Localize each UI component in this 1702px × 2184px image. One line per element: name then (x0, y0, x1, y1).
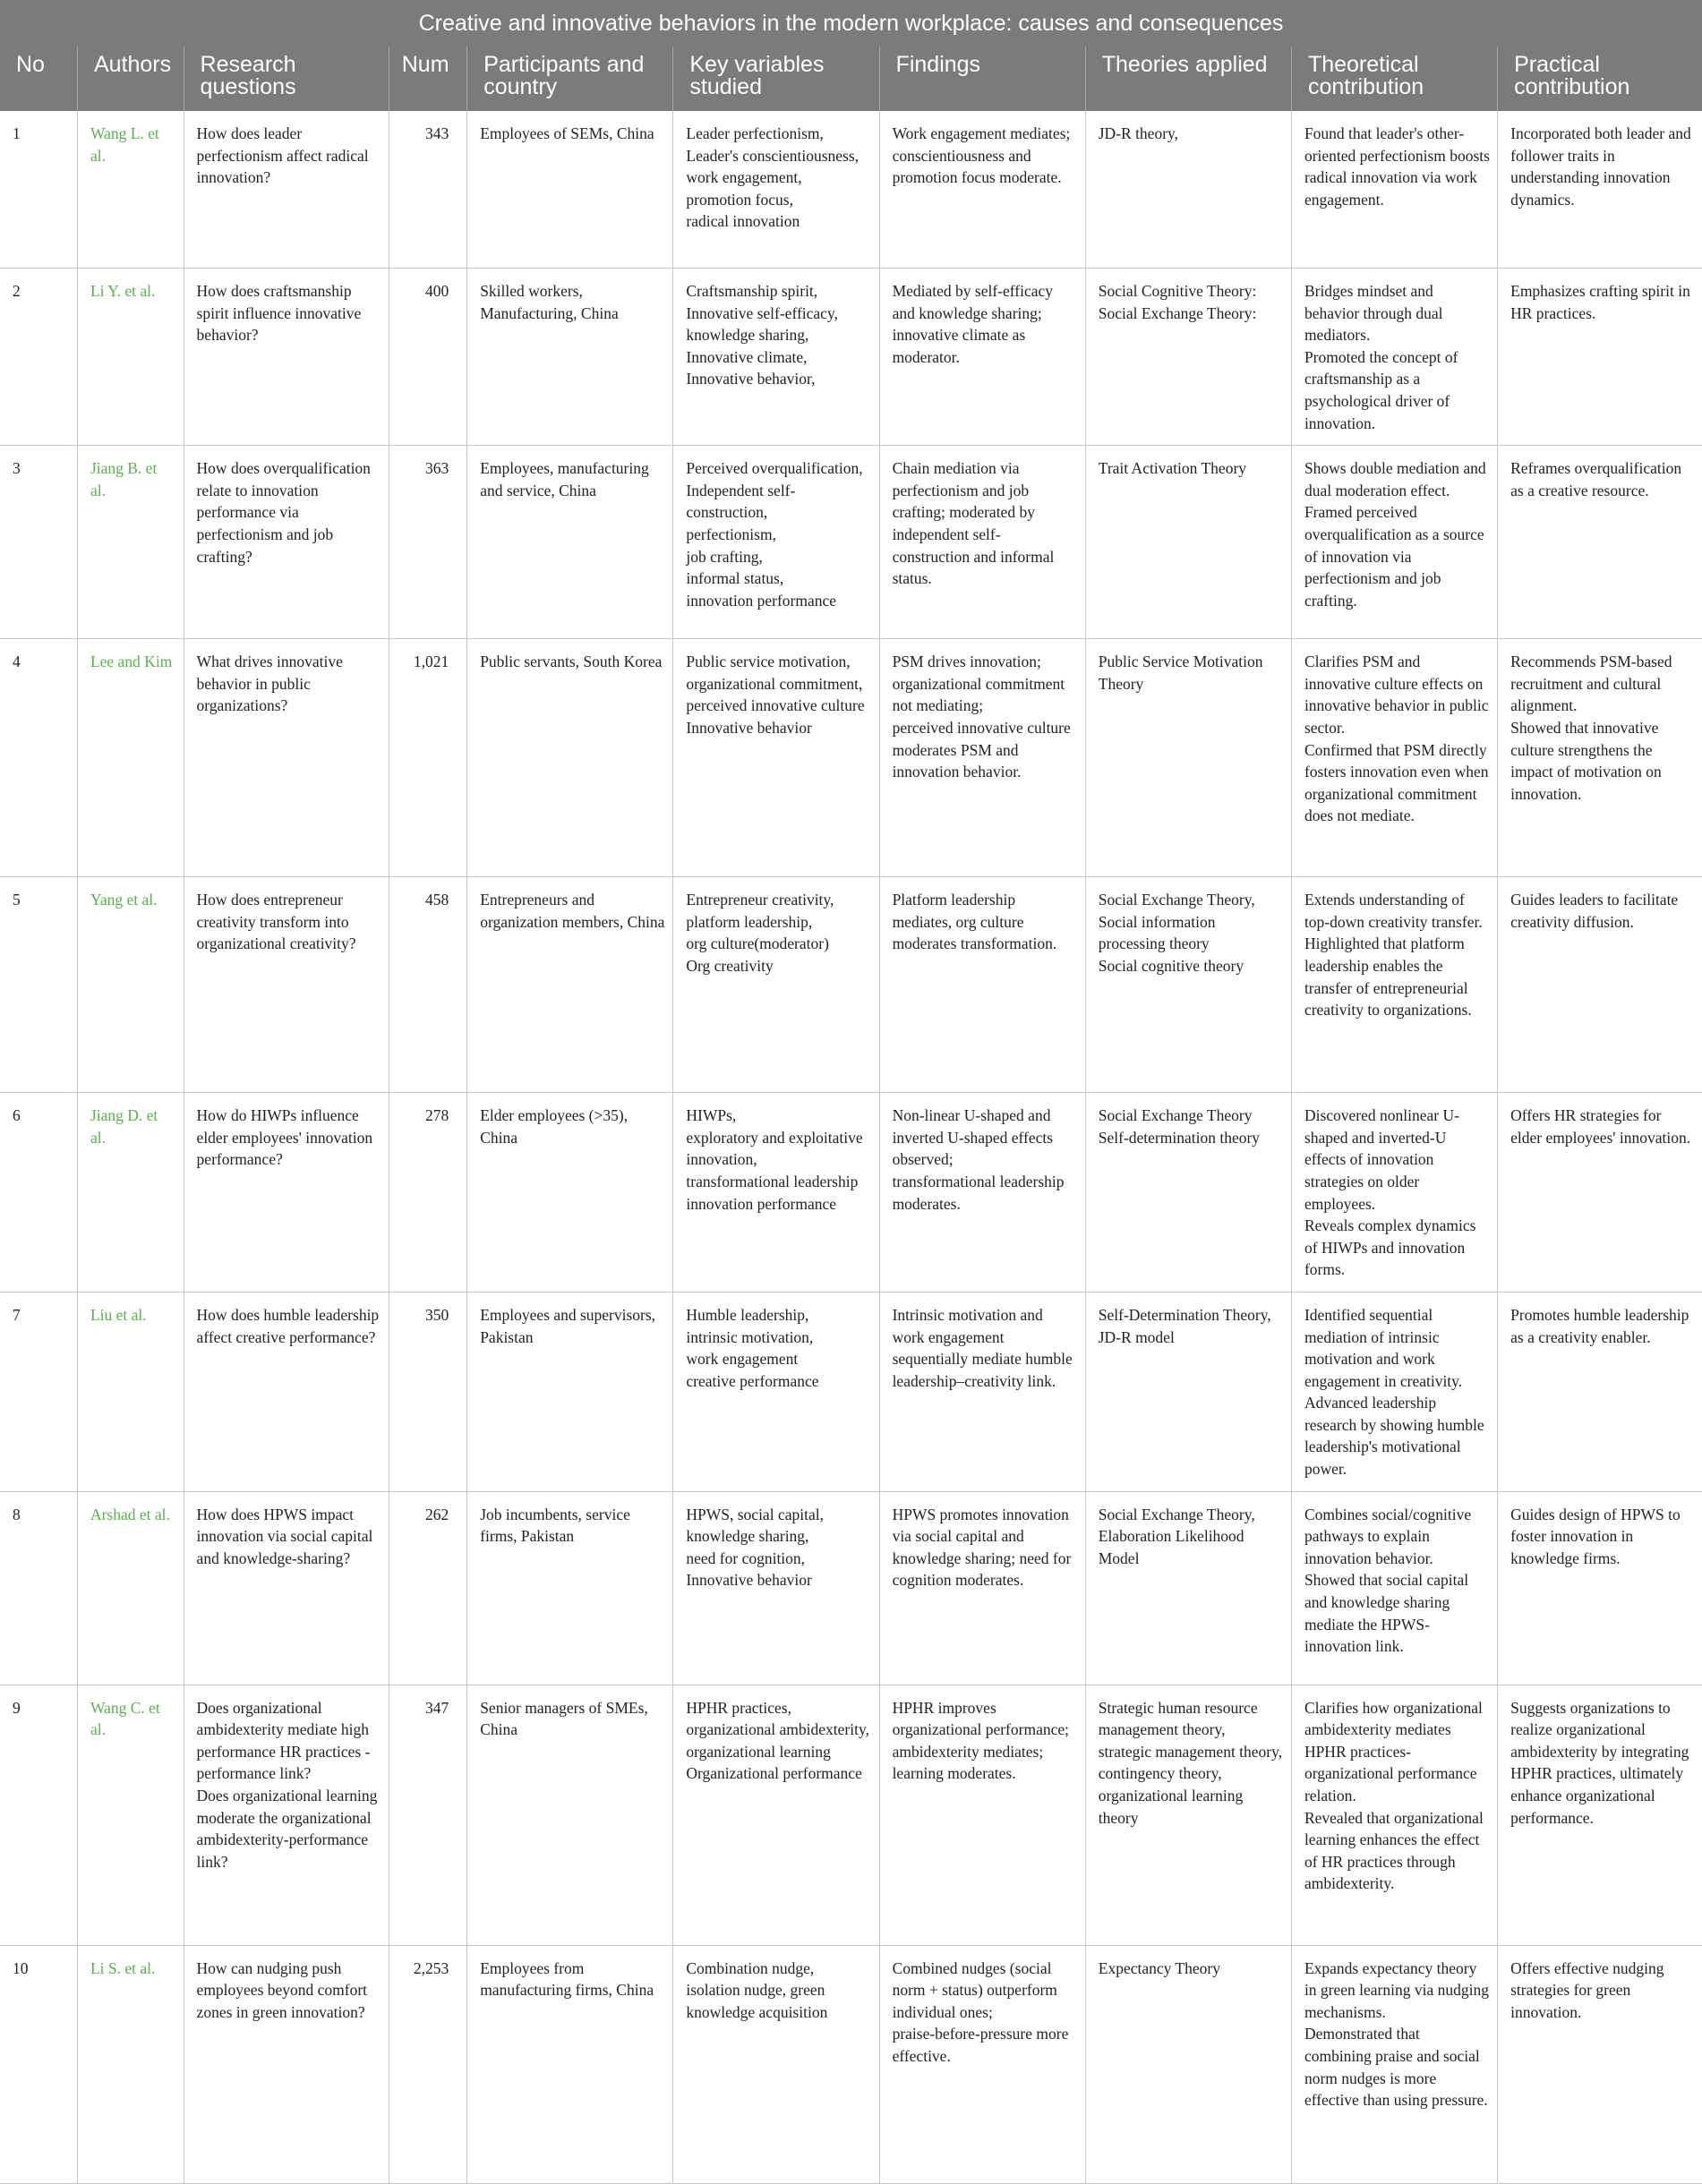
author-link[interactable]: Jiang B. et al. (77, 446, 184, 639)
table-row (0, 1491, 1702, 1685)
cell-participants: Employees from manufacturing firms, China (467, 1945, 673, 2183)
table-row (0, 111, 1702, 269)
cell-key-variables: Craftsmanship spirit, Innovative self-efficacy, knowledge sharing, Innovative climate, Innovative behavior, (673, 269, 879, 446)
cell-no: 2 (0, 269, 77, 446)
cell-practical-contribution: Offers HR strategies for elder employees' innovation. (1498, 1093, 1702, 1292)
cell-findings: Work engagement mediates; conscientiousness and promotion focus moderate. (879, 111, 1085, 269)
cell-theoretical-contribution: Expands expectancy theory in green learning via nudging mechanisms. Demonstrated that combining praise and social norm nudges is more effective than using pressure. (1291, 1945, 1497, 2183)
cell-key-variables: Leader perfectionism, Leader's conscientiousness, work engagement, promotion focus, radical innovation (673, 111, 879, 269)
cell-findings: HPWS promotes innovation via social capital and knowledge sharing; need for cognition moderates. (879, 1491, 1085, 1685)
column-header-authors: Authors (77, 47, 184, 111)
cell-research-question: What drives innovative behavior in public organizations? (184, 639, 389, 877)
author-link[interactable]: Arshad et al. (77, 1491, 184, 1685)
cell-theoretical-contribution: Extends understanding of top-down creativity transfer. Highlighted that platform leadership enables the transfer of entrepreneurial creativity to organizations. (1291, 877, 1497, 1093)
cell-num: 400 (389, 269, 466, 446)
cell-research-question: Does organizational ambidexterity mediate high performance HR practices - performance link? Does organizational learning moderate the organizational ambidexterity-performance link? (184, 1685, 389, 1945)
cell-findings: Mediated by self-efficacy and knowledge sharing; innovative climate as moderator. (879, 269, 1085, 446)
column-header-key-variables: Key variables studied (673, 47, 879, 111)
column-header-theories: Theories applied (1085, 47, 1291, 111)
cell-num: 2,253 (389, 1945, 466, 2183)
cell-theories: Social Exchange Theory Self-determination theory (1085, 1093, 1291, 1292)
cell-theories: Trait Activation Theory (1085, 446, 1291, 639)
cell-no: 7 (0, 1292, 77, 1491)
cell-practical-contribution: Guides design of HPWS to foster innovation in knowledge firms. (1498, 1491, 1702, 1685)
table-row (0, 446, 1702, 639)
cell-theoretical-contribution: Identified sequential mediation of intrinsic motivation and work engagement in creativity. Advanced leadership research by showing humble leadership's motivational power. (1291, 1292, 1497, 1491)
cell-key-variables: HPHR practices, organizational ambidexterity, organizational learning Organizational performance (673, 1685, 879, 1945)
cell-practical-contribution: Emphasizes crafting spirit in HR practices. (1498, 269, 1702, 446)
cell-theoretical-contribution: Found that leader's other-oriented perfectionism boosts radical innovation via work engagement. (1291, 111, 1497, 269)
cell-theories: Social Cognitive Theory: Social Exchange Theory: (1085, 269, 1291, 446)
author-link[interactable]: Wang C. et al. (77, 1685, 184, 1945)
cell-research-question: How does humble leadership affect creative performance? (184, 1292, 389, 1491)
cell-key-variables: Perceived overqualification, Independent self-construction, perfectionism, job crafting, informal status, innovation performance (673, 446, 879, 639)
column-header-research-questions: Research questions (184, 47, 389, 111)
cell-research-question: How does HPWS impact innovation via social capital and knowledge-sharing? (184, 1491, 389, 1685)
cell-no: 10 (0, 1945, 77, 2183)
cell-key-variables: Public service motivation, organizational commitment, perceived innovative culture Innovative behavior (673, 639, 879, 877)
cell-num: 262 (389, 1491, 466, 1685)
cell-research-question: How does overqualification relate to innovation performance via perfectionism and job crafting? (184, 446, 389, 639)
cell-findings: Non-linear U-shaped and inverted U-shaped effects observed; transformational leadership moderates. (879, 1093, 1085, 1292)
cell-num: 458 (389, 877, 466, 1093)
cell-num: 350 (389, 1292, 466, 1491)
cell-participants: Skilled workers, Manufacturing, China (467, 269, 673, 446)
cell-participants: Elder employees (>35), China (467, 1093, 673, 1292)
cell-no: 3 (0, 446, 77, 639)
column-header-theoretical-contribution: Theoretical contribution (1291, 47, 1497, 111)
author-link[interactable]: Yang et al. (77, 877, 184, 1093)
table-row (0, 1685, 1702, 1945)
cell-practical-contribution: Incorporated both leader and follower traits in understanding innovation dynamics. (1498, 111, 1702, 269)
cell-key-variables: Entrepreneur creativity, platform leadership, org culture(moderator) Org creativity (673, 877, 879, 1093)
column-header-no: No (0, 47, 77, 111)
cell-key-variables: Combination nudge, isolation nudge, green knowledge acquisition (673, 1945, 879, 2183)
cell-practical-contribution: Promotes humble leadership as a creativity enabler. (1498, 1292, 1702, 1491)
cell-findings: Platform leadership mediates, org culture moderates transformation. (879, 877, 1085, 1093)
cell-research-question: How do HIWPs influence elder employees' innovation performance? (184, 1093, 389, 1292)
cell-research-question: How can nudging push employees beyond comfort zones in green innovation? (184, 1945, 389, 2183)
cell-practical-contribution: Recommends PSM-based recruitment and cultural alignment. Showed that innovative culture strengthens the impact of motivation on innovation. (1498, 639, 1702, 877)
cell-key-variables: HIWPs, exploratory and exploitative innovation, transformational leadership innovation performance (673, 1093, 879, 1292)
cell-findings: Chain mediation via perfectionism and job crafting; moderated by independent self-construction and informal status. (879, 446, 1085, 639)
cell-participants: Job incumbents, service firms, Pakistan (467, 1491, 673, 1685)
cell-research-question: How does craftsmanship spirit influence innovative behavior? (184, 269, 389, 446)
cell-no: 4 (0, 639, 77, 877)
table-title: Creative and innovative behaviors in the modern workplace: causes and consequences (0, 0, 1702, 47)
cell-findings: Combined nudges (social norm + status) outperform individual ones; praise-before-pressure more effective. (879, 1945, 1085, 2183)
cell-theoretical-contribution: Bridges mindset and behavior through dual mediators. Promoted the concept of craftsmanship as a psychological driver of innovation. (1291, 269, 1497, 446)
table-row (0, 1945, 1702, 2183)
cell-theoretical-contribution: Discovered nonlinear U-shaped and inverted-U effects of innovation strategies on older employees. Reveals complex dynamics of HIWPs and innovation forms. (1291, 1093, 1497, 1292)
cell-num: 363 (389, 446, 466, 639)
table-title-row (0, 0, 1702, 47)
column-header-findings: Findings (879, 47, 1085, 111)
cell-participants: Entrepreneurs and organization members, China (467, 877, 673, 1093)
cell-research-question: How does leader perfectionism affect radical innovation? (184, 111, 389, 269)
cell-participants: Employees of SEMs, China (467, 111, 673, 269)
author-link[interactable]: Jiang D. et al. (77, 1093, 184, 1292)
cell-practical-contribution: Reframes overqualification as a creative resource. (1498, 446, 1702, 639)
cell-theories: Self-Determination Theory, JD-R model (1085, 1292, 1291, 1491)
cell-theoretical-contribution: Shows double mediation and dual moderation effect. Framed perceived overqualification as a source of innovation via perfectionism and job crafting. (1291, 446, 1497, 639)
author-link[interactable]: Wang L. et al. (77, 111, 184, 269)
table-row (0, 639, 1702, 877)
cell-findings: Intrinsic motivation and work engagement sequentially mediate humble leadership–creativity link. (879, 1292, 1085, 1491)
cell-theories: Social Exchange Theory, Social information processing theory Social cognitive theory (1085, 877, 1291, 1093)
author-link[interactable]: Lee and Kim (77, 639, 184, 877)
cell-practical-contribution: Offers effective nudging strategies for green innovation. (1498, 1945, 1702, 2183)
table-row (0, 269, 1702, 446)
author-link[interactable]: Li S. et al. (77, 1945, 184, 2183)
table-row (0, 1093, 1702, 1292)
cell-theories: JD-R theory, (1085, 111, 1291, 269)
cell-theories: Expectancy Theory (1085, 1945, 1291, 2183)
cell-no: 5 (0, 877, 77, 1093)
cell-research-question: How does entrepreneur creativity transform into organizational creativity? (184, 877, 389, 1093)
author-link[interactable]: Liu et al. (77, 1292, 184, 1491)
cell-num: 347 (389, 1685, 466, 1945)
author-link[interactable]: Li Y. et al. (77, 269, 184, 446)
cell-participants: Employees, manufacturing and service, China (467, 446, 673, 639)
cell-theoretical-contribution: Combines social/cognitive pathways to explain innovation behavior. Showed that social capital and knowledge sharing mediate the HPWS-innovation link. (1291, 1491, 1497, 1685)
cell-num: 343 (389, 111, 466, 269)
cell-key-variables: HPWS, social capital, knowledge sharing, need for cognition, Innovative behavior (673, 1491, 879, 1685)
cell-theories: Social Exchange Theory, Elaboration Likelihood Model (1085, 1491, 1291, 1685)
cell-theories: Public Service Motivation Theory (1085, 639, 1291, 877)
column-header-practical-contribution: Practical contribution (1498, 47, 1702, 111)
cell-findings: PSM drives innovation; organizational commitment not mediating; perceived innovative culture moderates PSM and innovation behavior. (879, 639, 1085, 877)
cell-no: 8 (0, 1491, 77, 1685)
table-row (0, 877, 1702, 1093)
cell-practical-contribution: Guides leaders to facilitate creativity diffusion. (1498, 877, 1702, 1093)
column-header-num: Num (389, 47, 466, 111)
cell-theories: Strategic human resource management theory, strategic management theory, contingency theory, organizational learning theory (1085, 1685, 1291, 1945)
cell-participants: Public servants, South Korea (467, 639, 673, 877)
table-row (0, 1292, 1702, 1491)
cell-practical-contribution: Suggests organizations to realize organizational ambidexterity by integrating HPHR practices, ultimately enhance organizational performance. (1498, 1685, 1702, 1945)
cell-theoretical-contribution: Clarifies how organizational ambidexterity mediates HPHR practices-organizational performance relation. Revealed that organizational learning enhances the effect of HR practices through ambidexterity. (1291, 1685, 1497, 1945)
cell-participants: Senior managers of SMEs, China (467, 1685, 673, 1945)
cell-theoretical-contribution: Clarifies PSM and innovative culture effects on innovative behavior in public sector. Confirmed that PSM directly fosters innovation even when organizational commitment does not mediate. (1291, 639, 1497, 877)
cell-key-variables: Humble leadership, intrinsic motivation, work engagement creative performance (673, 1292, 879, 1491)
cell-num: 1,021 (389, 639, 466, 877)
table-header-row (0, 47, 1702, 111)
cell-participants: Employees and supervisors, Pakistan (467, 1292, 673, 1491)
cell-num: 278 (389, 1093, 466, 1292)
cell-no: 9 (0, 1685, 77, 1945)
column-header-participants: Participants and country (467, 47, 673, 111)
cell-no: 1 (0, 111, 77, 269)
cell-findings: HPHR improves organizational performance; ambidexterity mediates; learning moderates. (879, 1685, 1085, 1945)
cell-no: 6 (0, 1093, 77, 1292)
